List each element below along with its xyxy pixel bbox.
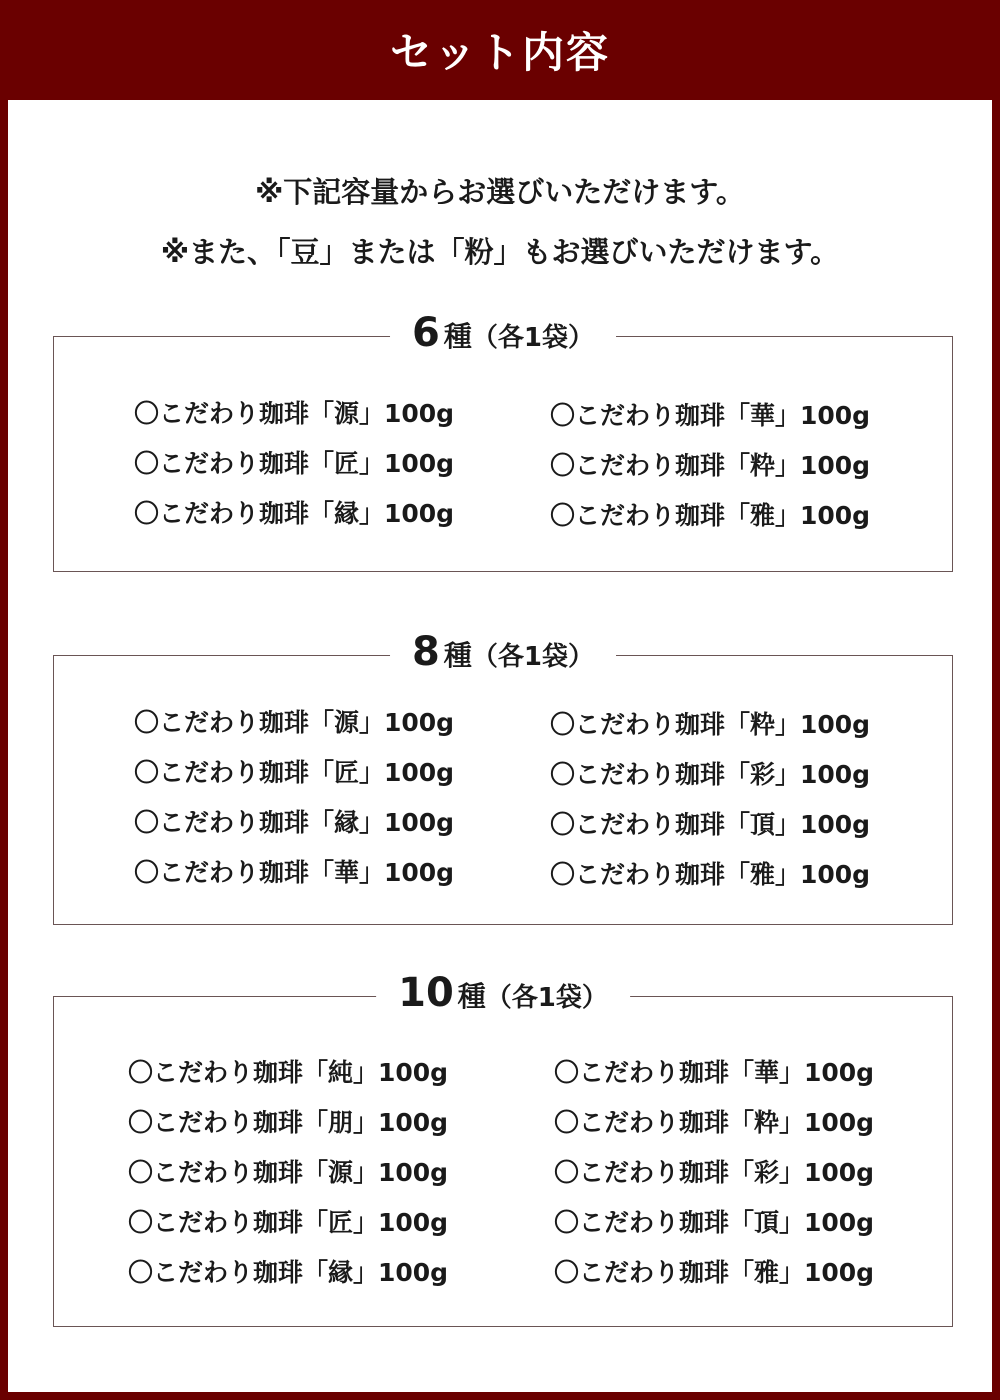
set-title [390, 310, 616, 356]
list-item: 〇こだわり珈琲「頂」100g [554, 1208, 875, 1237]
set-count: 8 [412, 629, 440, 675]
item-column-right [550, 700, 870, 900]
set-count: 10 [398, 970, 454, 1016]
list-item: 〇こだわり珈琲「源」100g [128, 1158, 449, 1187]
list-item: 〇こだわり珈琲「純」100g [128, 1058, 449, 1087]
set-title [390, 629, 616, 675]
list-item: 〇こだわり珈琲「縁」100g [134, 808, 455, 837]
item-column-left [134, 698, 454, 898]
list-item: 〇こだわり珈琲「源」100g [134, 399, 455, 428]
item-column-left [134, 389, 454, 539]
set-title [376, 970, 630, 1016]
set-detail: （各1袋） [471, 323, 594, 353]
list-item: 〇こだわり珈琲「彩」100g [554, 1158, 875, 1187]
set-box-6 [53, 310, 953, 572]
set-box-10 [53, 970, 953, 1327]
list-item: 〇こだわり珈琲「縁」100g [134, 499, 455, 528]
list-item: 〇こだわり珈琲「華」100g [550, 401, 871, 430]
set-box-8 [53, 629, 953, 925]
list-item: 〇こだわり珈琲「彩」100g [550, 760, 871, 789]
set-count: 6 [412, 310, 440, 356]
list-item: 〇こだわり珈琲「雅」100g [550, 860, 871, 889]
list-item: 〇こだわり珈琲「雅」100g [554, 1258, 875, 1287]
list-item: 〇こだわり珈琲「朋」100g [128, 1108, 449, 1137]
set-kind: 種 [457, 980, 486, 1013]
list-item: 〇こだわり珈琲「華」100g [134, 858, 455, 887]
set-kind: 種 [443, 639, 472, 672]
set-kind: 種 [443, 320, 472, 353]
note-bean-or-ground: ※また、「豆」または「粉」もお選びいただけます。 [160, 235, 840, 269]
list-item: 〇こだわり珈琲「粋」100g [550, 451, 871, 480]
list-item: 〇こだわり珈琲「縁」100g [128, 1258, 449, 1287]
page-title: セット内容 [389, 28, 610, 77]
list-item: 〇こだわり珈琲「匠」100g [134, 758, 455, 787]
list-item: 〇こだわり珈琲「華」100g [554, 1058, 875, 1087]
list-item: 〇こだわり珈琲「匠」100g [134, 449, 455, 478]
set-detail: （各1袋） [485, 983, 608, 1013]
notes [8, 162, 992, 282]
item-column-right [554, 1048, 874, 1298]
list-item: 〇こだわり珈琲「粋」100g [550, 710, 871, 739]
list-item: 〇こだわり珈琲「粋」100g [554, 1108, 875, 1137]
list-item: 〇こだわり珈琲「頂」100g [550, 810, 871, 839]
header-banner [0, 0, 1000, 100]
list-item: 〇こだわり珈琲「匠」100g [128, 1208, 449, 1237]
set-detail: （各1袋） [471, 642, 594, 672]
note-capacity: ※下記容量からお選びいただけます。 [255, 175, 745, 209]
list-item: 〇こだわり珈琲「雅」100g [550, 501, 871, 530]
item-column-left [128, 1048, 448, 1298]
item-column-right [550, 391, 870, 541]
content-panel [8, 100, 992, 1392]
list-item: 〇こだわり珈琲「源」100g [134, 708, 455, 737]
